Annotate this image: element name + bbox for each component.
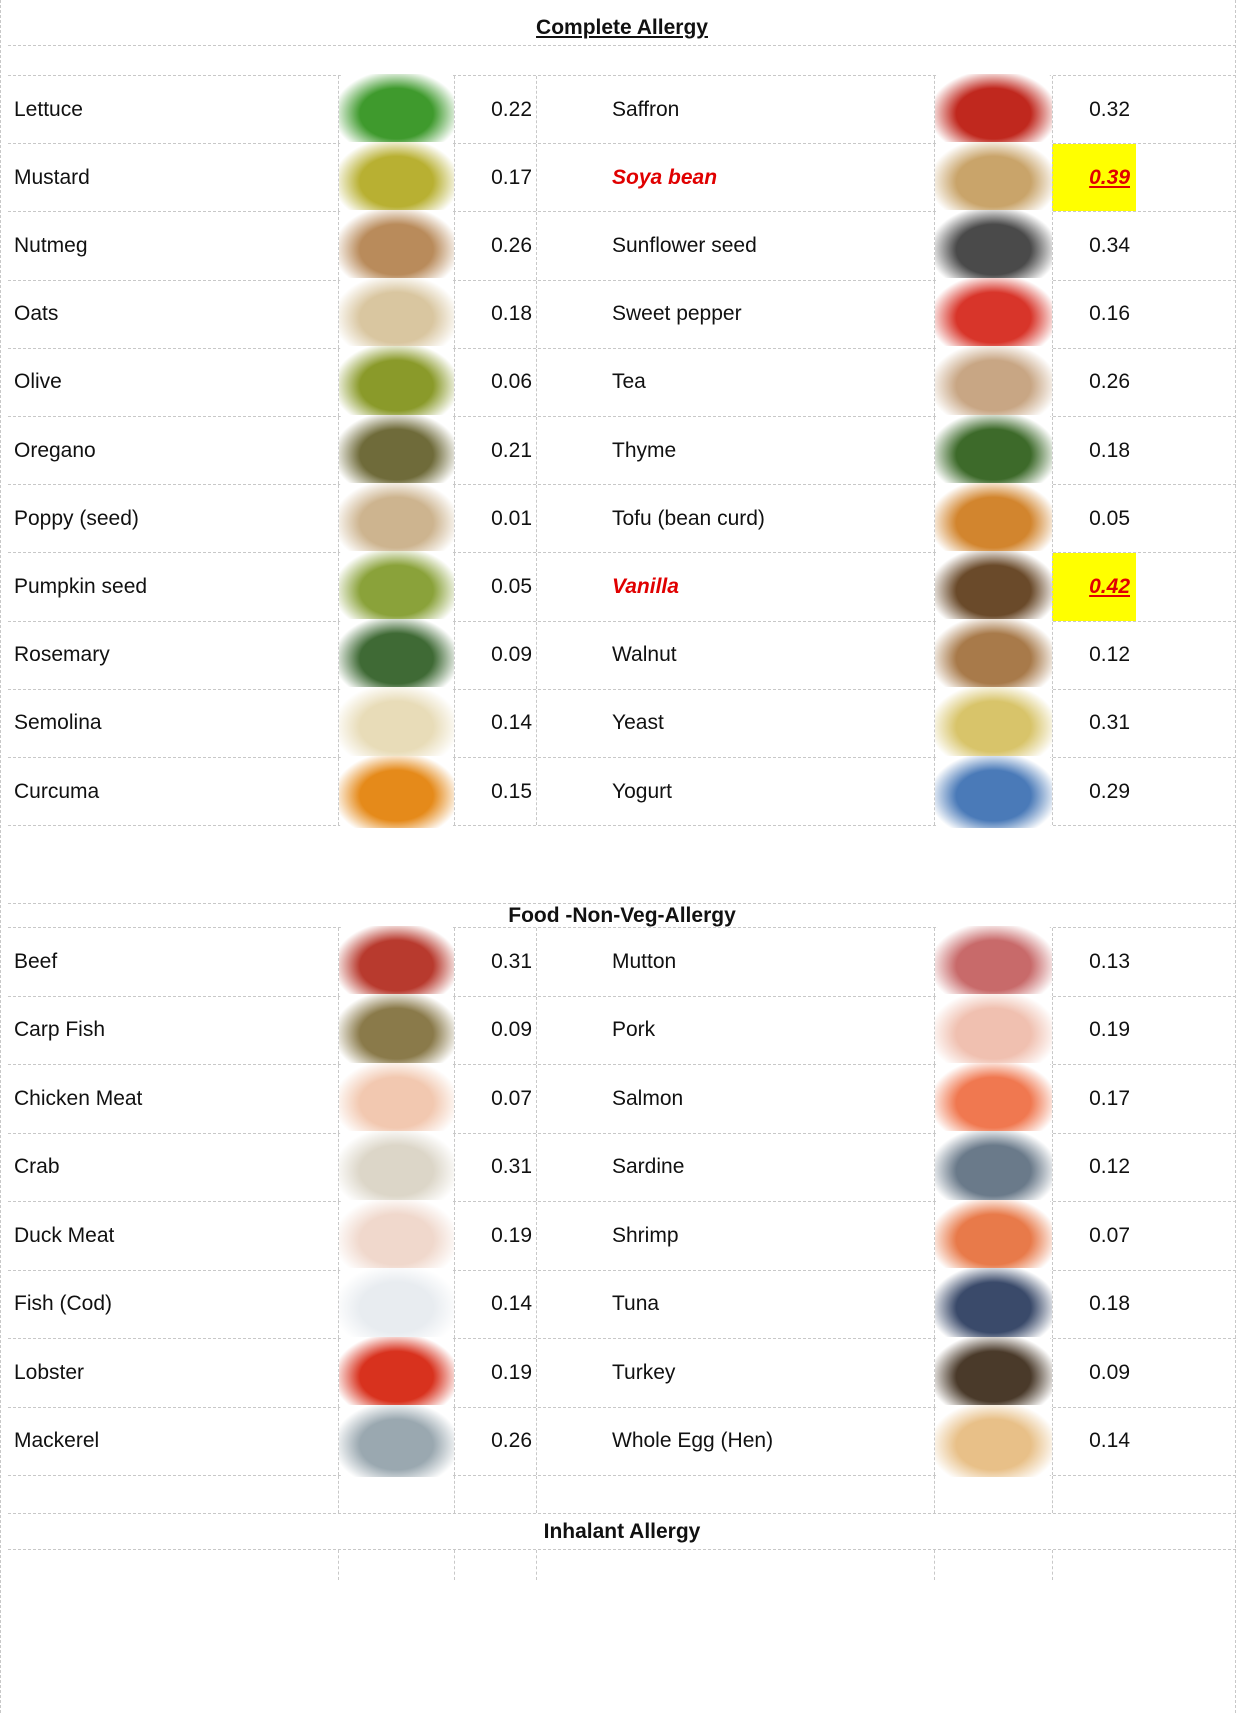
food-image-cell	[934, 1339, 1052, 1407]
food-image-cell	[338, 1339, 454, 1407]
food-image-cell	[934, 485, 1052, 552]
food-name: Soya bean	[612, 165, 718, 189]
food-name: Rosemary	[14, 643, 110, 667]
semolina-icon	[339, 687, 454, 759]
lobster-icon	[339, 1337, 454, 1409]
table-row	[8, 417, 1236, 485]
allergy-value: 0.22	[454, 76, 536, 143]
gap-cell	[536, 1134, 606, 1202]
allergy-value: 0.18	[1052, 1271, 1136, 1339]
allergy-value: 0.26	[1052, 349, 1136, 416]
food-image-cell	[338, 485, 454, 552]
food-image-cell	[338, 349, 454, 416]
food-image-cell	[934, 928, 1052, 996]
gap-cell	[536, 212, 606, 279]
allergy-value: 0.01	[454, 485, 536, 552]
food-image-cell	[934, 212, 1052, 279]
food-name: Chicken Meat	[14, 1086, 143, 1110]
allergy-value: 0.29	[1052, 758, 1136, 825]
walnut-icon	[935, 619, 1052, 691]
allergy-value: 0.14	[454, 1271, 536, 1339]
food-image-cell	[338, 1065, 454, 1133]
table-row	[8, 928, 1236, 997]
spacer-row	[8, 1550, 1236, 1580]
shrimp-icon	[935, 1200, 1052, 1272]
food-name: Beef	[14, 949, 58, 973]
allergy-value: 0.09	[1052, 1339, 1136, 1407]
allergy-value: 0.07	[1052, 1202, 1136, 1270]
food-name: Sunflower seed	[612, 233, 757, 257]
allergy-value: 0.14	[454, 690, 536, 757]
table-row	[8, 1065, 1236, 1134]
allergy-value: 0.17	[1052, 1065, 1136, 1133]
food-image-cell	[338, 1271, 454, 1339]
allergy-value: 0.18	[454, 281, 536, 348]
food-image-cell	[338, 690, 454, 757]
food-image-cell	[934, 1408, 1052, 1476]
food-image-cell	[934, 1134, 1052, 1202]
food-image-cell	[934, 1271, 1052, 1339]
food-image-cell	[934, 758, 1052, 825]
food-name: Walnut	[612, 643, 677, 667]
thyme-icon	[935, 415, 1052, 487]
food-name: Nutmeg	[14, 233, 88, 257]
food-name: Tofu (bean curd)	[612, 506, 765, 530]
table-row	[8, 553, 1236, 621]
tofu-icon	[935, 483, 1052, 555]
allergy-value: 0.16	[1052, 281, 1136, 348]
allergy-value-highlight: 0.42	[1052, 553, 1136, 620]
food-image-cell	[338, 758, 454, 825]
food-name: Lettuce	[14, 97, 83, 121]
allergy-value: 0.18	[1052, 417, 1136, 484]
table-row	[8, 1271, 1236, 1340]
allergy-value: 0.17	[454, 144, 536, 211]
food-image-cell	[338, 622, 454, 689]
food-image-cell	[338, 1202, 454, 1270]
food-image-cell	[934, 1065, 1052, 1133]
allergy-value: 0.07	[454, 1065, 536, 1133]
turkey-icon	[935, 1337, 1052, 1409]
table-row	[8, 212, 1236, 280]
food-name: Poppy (seed)	[14, 506, 139, 530]
food-image-cell	[338, 928, 454, 996]
gap-cell	[536, 76, 606, 143]
food-name: Sweet pepper	[612, 302, 742, 326]
section-title: Complete Allergy	[536, 16, 708, 39]
food-image-cell	[338, 1408, 454, 1476]
table-row	[8, 622, 1236, 690]
food-image-cell	[934, 553, 1052, 620]
yogurt-icon	[935, 756, 1052, 828]
food-image-cell	[934, 76, 1052, 143]
food-name: Sardine	[612, 1155, 685, 1179]
allergy-value: 0.15	[454, 758, 536, 825]
gap-cell	[536, 417, 606, 484]
food-image-cell	[934, 144, 1052, 211]
food-image-cell	[934, 417, 1052, 484]
allergy-value: 0.06	[454, 349, 536, 416]
food-image-cell	[338, 997, 454, 1065]
gap-cell	[536, 1339, 606, 1407]
mutton-icon	[935, 926, 1052, 998]
pig-icon	[935, 994, 1052, 1066]
soya-bean-icon	[935, 142, 1052, 214]
spacer-row	[8, 1476, 1236, 1514]
table-row	[8, 1202, 1236, 1271]
vanilla-icon	[935, 551, 1052, 623]
food-name: Carp Fish	[14, 1018, 106, 1042]
sardine-icon	[935, 1131, 1052, 1203]
gap-cell	[536, 144, 606, 211]
olive-icon	[339, 346, 454, 418]
allergy-value: 0.09	[454, 997, 536, 1065]
sunflower-seed-icon	[935, 210, 1052, 282]
table-row	[8, 1134, 1236, 1203]
section-header-nonveg	[8, 904, 1236, 928]
food-name: Mustard	[14, 165, 90, 189]
rosemary-icon	[339, 619, 454, 691]
gap-cell	[536, 281, 606, 348]
gap-cell	[536, 997, 606, 1065]
food-image-cell	[934, 690, 1052, 757]
food-image-cell	[338, 144, 454, 211]
food-name: Fish (Cod)	[14, 1292, 113, 1316]
tuna-icon	[935, 1268, 1052, 1340]
gap-cell	[536, 1065, 606, 1133]
table-row	[8, 1339, 1236, 1408]
oats-icon	[339, 278, 454, 350]
poppy-seed-icon	[339, 483, 454, 555]
gap-cell	[536, 553, 606, 620]
gap-cell	[536, 622, 606, 689]
table-row	[8, 1408, 1236, 1477]
food-name: Curcuma	[14, 779, 100, 803]
allergy-value: 0.14	[1052, 1408, 1136, 1476]
gap-cell	[536, 1408, 606, 1476]
pumpkin-seed-icon	[339, 551, 454, 623]
nutmeg-icon	[339, 210, 454, 282]
food-image-cell	[338, 212, 454, 279]
tea-icon	[935, 346, 1052, 418]
egg-icon	[935, 1405, 1052, 1477]
allergy-value: 0.12	[1052, 1134, 1136, 1202]
food-image-cell	[934, 349, 1052, 416]
food-name: Salmon	[612, 1086, 684, 1110]
food-name: Yogurt	[612, 779, 672, 803]
allergy-value: 0.31	[454, 928, 536, 996]
saffron-icon	[935, 74, 1052, 146]
spacer-row	[8, 46, 1236, 76]
allergy-value: 0.26	[454, 212, 536, 279]
gap-cell	[536, 928, 606, 996]
mackerel-icon	[339, 1405, 454, 1477]
gap-cell	[536, 690, 606, 757]
food-name: Mackerel	[14, 1429, 100, 1453]
food-name: Olive	[14, 370, 62, 394]
allergy-value: 0.21	[454, 417, 536, 484]
food-name: Oats	[14, 302, 59, 326]
food-name: Turkey	[612, 1360, 676, 1384]
table-row	[8, 281, 1236, 349]
allergy-value: 0.05	[1052, 485, 1136, 552]
food-name: Lobster	[14, 1360, 85, 1384]
allergy-value: 0.12	[1052, 622, 1136, 689]
sweet-pepper-icon	[935, 278, 1052, 350]
duck-meat-icon	[339, 1200, 454, 1272]
food-image-cell	[338, 76, 454, 143]
allergy-value: 0.32	[1052, 76, 1136, 143]
food-image-cell	[934, 997, 1052, 1065]
food-image-cell	[338, 553, 454, 620]
allergy-value: 0.26	[454, 1408, 536, 1476]
table-row	[8, 76, 1236, 144]
table-row	[8, 997, 1236, 1066]
table-row	[8, 758, 1236, 826]
food-image-cell	[934, 1202, 1052, 1270]
beef-icon	[339, 926, 454, 998]
gap-cell	[536, 485, 606, 552]
gap-cell	[536, 1202, 606, 1270]
salmon-icon	[935, 1063, 1052, 1135]
food-name: Shrimp	[612, 1223, 679, 1247]
table-row	[8, 349, 1236, 417]
food-name: Pork	[612, 1018, 656, 1042]
table-row	[8, 485, 1236, 553]
allergy-value: 0.19	[454, 1339, 536, 1407]
food-name: Oregano	[14, 438, 96, 462]
food-name: Semolina	[14, 711, 102, 735]
food-name: Saffron	[612, 97, 680, 121]
allergy-value: 0.09	[454, 622, 536, 689]
gap-cell	[536, 758, 606, 825]
food-name: Crab	[14, 1155, 60, 1179]
gap-cell	[536, 349, 606, 416]
allergy-value: 0.13	[1052, 928, 1136, 996]
curcuma-icon	[339, 756, 454, 828]
section-header-inhalant	[8, 1514, 1236, 1550]
allergy-value: 0.19	[1052, 997, 1136, 1065]
allergy-value: 0.34	[1052, 212, 1136, 279]
food-name: Thyme	[612, 438, 677, 462]
food-image-cell	[338, 281, 454, 348]
section-title: Inhalant Allergy	[543, 1520, 701, 1543]
food-name: Pumpkin seed	[14, 574, 148, 598]
table-row	[8, 144, 1236, 212]
table-row	[8, 690, 1236, 758]
food-name: Vanilla	[612, 574, 679, 598]
yeast-icon	[935, 687, 1052, 759]
allergy-value: 0.31	[454, 1134, 536, 1202]
section-header-complete	[8, 8, 1236, 46]
chicken-meat-icon	[339, 1063, 454, 1135]
food-image-cell	[338, 417, 454, 484]
lettuce-icon	[339, 74, 454, 146]
food-name: Tuna	[612, 1292, 660, 1316]
allergy-value: 0.19	[454, 1202, 536, 1270]
food-image-cell	[338, 1134, 454, 1202]
food-name: Mutton	[612, 949, 677, 973]
food-name: Yeast	[612, 711, 664, 735]
gap-cell	[536, 1271, 606, 1339]
carp-fish-icon	[339, 994, 454, 1066]
section-title: Food -Non-Veg-Allergy	[508, 904, 736, 927]
food-image-cell	[934, 281, 1052, 348]
spacer-row	[8, 826, 1236, 904]
food-name: Tea	[612, 370, 646, 394]
crab-icon	[339, 1131, 454, 1203]
mustard-field-icon	[339, 142, 454, 214]
food-name: Whole Egg (Hen)	[612, 1429, 774, 1453]
oregano-icon	[339, 415, 454, 487]
cod-fillet-icon	[339, 1268, 454, 1340]
allergy-value-highlight: 0.39	[1052, 144, 1136, 211]
food-image-cell	[934, 622, 1052, 689]
allergy-value: 0.05	[454, 553, 536, 620]
food-name: Duck Meat	[14, 1223, 115, 1247]
allergy-value: 0.31	[1052, 690, 1136, 757]
